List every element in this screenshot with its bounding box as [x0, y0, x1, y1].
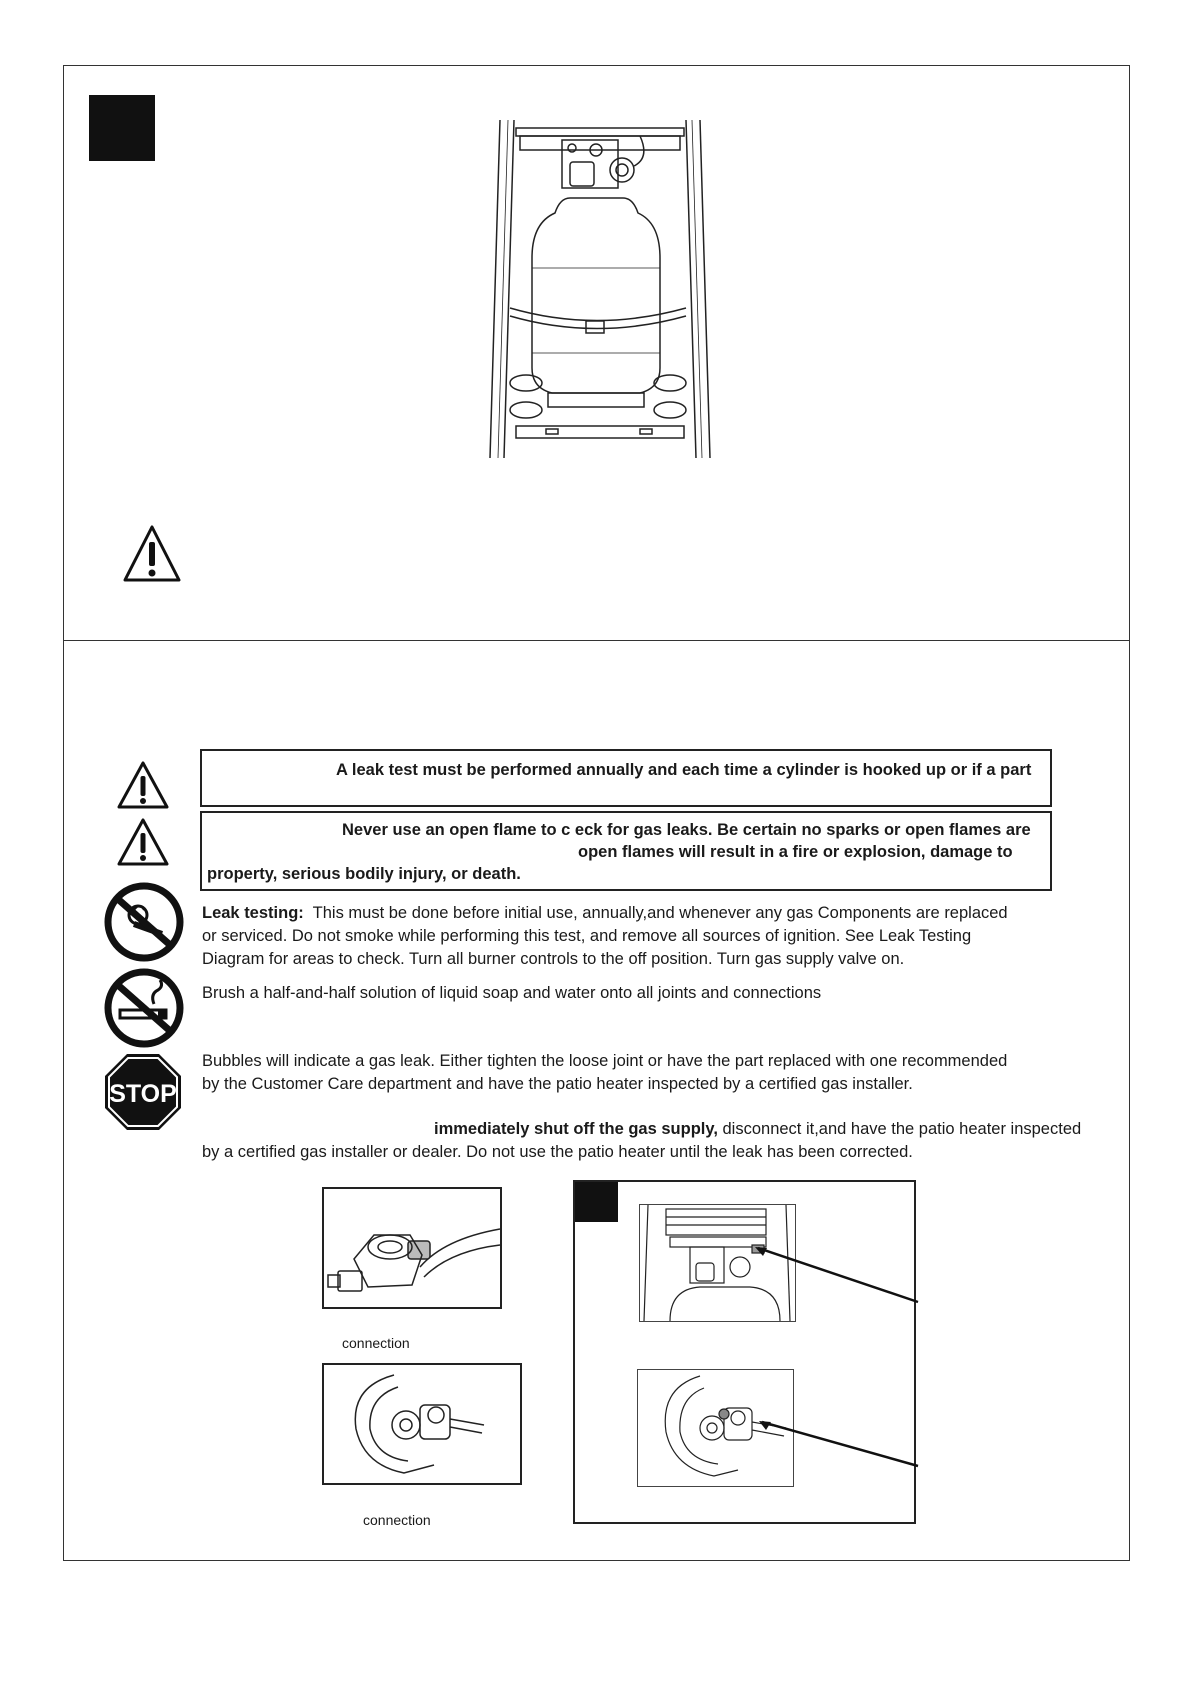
shutoff-line-2: by a certified gas installer or dealer. Do not use the patio heater until the leak has been corrected. — [202, 1143, 913, 1161]
warning-triangle-icon — [122, 524, 182, 584]
pointer-lines — [575, 1182, 918, 1526]
heater-cylinder-illustration — [490, 118, 710, 463]
warning-text: Never use an open flame to c eck for gas leaks. Be certain no sparks or open flames are — [342, 821, 1031, 839]
no-smoking-icon — [104, 968, 184, 1048]
leak-testing-line-1: This must be done before initial use, annually,and whenever any gas Components are replaced — [312, 904, 1008, 922]
bubbles-line-2: by the Customer Care department and have the patio heater inspected by a certified gas installer. — [202, 1075, 913, 1093]
bubbles-line-1: Bubbles will indicate a gas leak. Either tighten the loose joint or have the part replaced with one recommended — [202, 1052, 1008, 1070]
leak-testing-line-3: Diagram for areas to check. Turn all burner controls to the off position. Turn gas supply valve on. — [202, 950, 905, 968]
connection-caption: connection — [363, 1512, 431, 1528]
section-divider — [63, 640, 1130, 641]
leak-test-warning-box — [200, 749, 1052, 807]
warning-triangle-icon — [116, 817, 170, 867]
leak-testing-paragraph — [202, 902, 1008, 924]
cylinder-valve-connection-image — [322, 1363, 522, 1485]
shutoff-line-1 — [434, 1118, 1081, 1140]
leak-testing-diagram — [573, 1180, 916, 1524]
step-number-badge — [89, 95, 155, 161]
leak-testing-line-2: or serviced. Do not smoke while performing this test, and remove all sources of ignition. See Leak Testing — [202, 927, 972, 945]
svg-text:STOP: STOP — [109, 1080, 177, 1108]
shutoff-bold: immediately shut off the gas supply, — [434, 1120, 718, 1138]
no-open-flame-icon — [104, 882, 184, 962]
leak-testing-label: Leak testing: — [202, 904, 304, 922]
warning-triangle-icon — [116, 760, 170, 810]
stop-sign-icon — [103, 1052, 183, 1132]
shutoff-rest: disconnect it,and have the patio heater inspected — [717, 1120, 1082, 1138]
connection-caption: connection — [342, 1335, 410, 1351]
warning-text: property, serious bodily injury, or death. — [207, 865, 521, 883]
regulator-connection-image — [322, 1187, 502, 1309]
brush-solution-text: Brush a half-and-half solution of liquid soap and water onto all joints and connections — [202, 984, 822, 1002]
warning-text: open flames will result in a fire or explosion, damage to — [578, 843, 1013, 861]
warning-text: A leak test must be performed annually and each time a cylinder is hooked up or if a part — [336, 761, 1032, 779]
open-flame-warning-box — [200, 811, 1052, 891]
